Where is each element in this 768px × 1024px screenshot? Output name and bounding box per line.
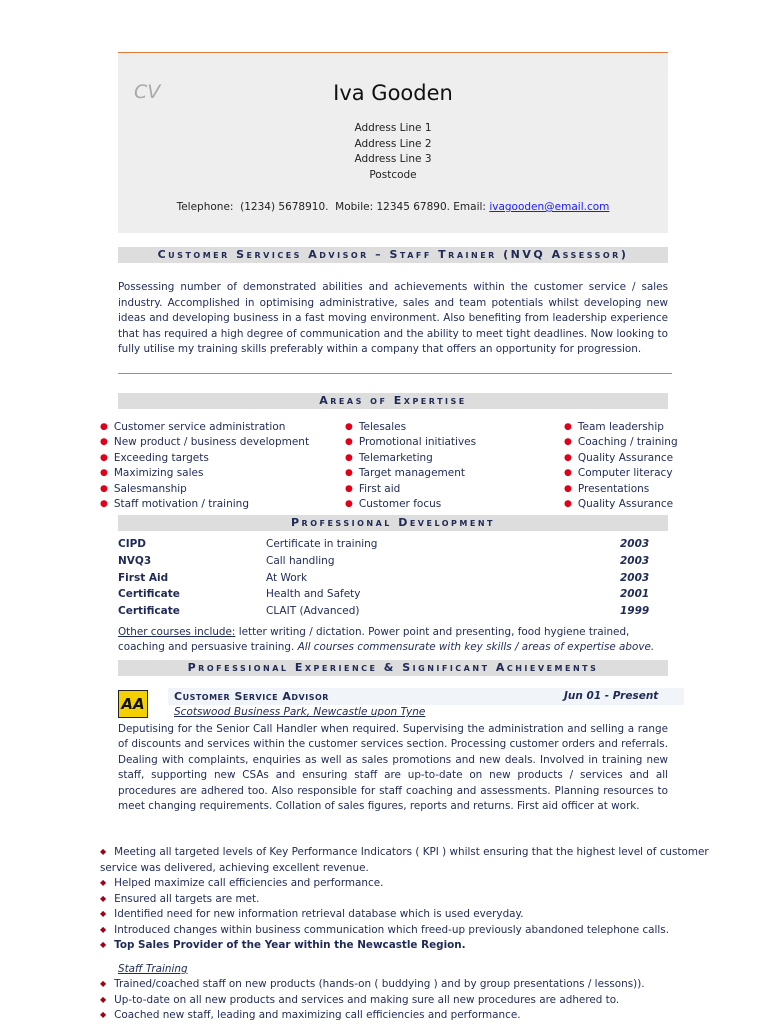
list-item: ◆ Trained/coached staff on new products (hands-on ( buddying ) and by group presentations / lessons)). (100, 978, 645, 990)
aa-logo: AA (118, 690, 148, 718)
job-location: Scotswood Business Park, Newcastle upon Tyne (174, 705, 426, 718)
profile-summary: Possessing number of demonstrated abilities and achievements within the customer service / sales industry. Accomplished in optimising administrative, sales and team potentials whilst developing new ideas and developing business in a fast moving environment. Also benefiting from leadership experience that has required a high degree of communication and the ability to meet tight deadlines. Now looking to fully utilise my training skills preferably within a company that offers an opportunity for progression. (118, 281, 668, 356)
arrow-bullet-icon: ◆ (100, 1010, 107, 1019)
email-link[interactable]: ivagooden@email.com (489, 201, 610, 213)
list-item: ● Salesmanship (100, 482, 187, 495)
list-item: ● Staff motivation / training (100, 498, 249, 511)
table-row: CIPD Certificate in training 2003 (118, 537, 650, 550)
other-courses: Other courses include: letter writing / dictation. Power point and presenting, food hygiene trained, coaching and persuasive training. All courses commensurate with key skills / areas of expertise above. (118, 625, 655, 654)
list-item: ● Promotional initiatives (345, 436, 477, 449)
list-item: ◆ Introduced changes within business communication which freed-up previously abandoned telephone calls. (100, 923, 670, 936)
list-item: ◆ Ensured all targets are met. (100, 892, 260, 905)
contact-line (118, 201, 668, 213)
table-row: NVQ3 Call handling 2003 (118, 554, 650, 567)
table-row: First Aid At Work 2003 (118, 571, 650, 584)
development-table (118, 536, 668, 620)
job-role: Customer Service Advisor (174, 689, 329, 703)
contact-text: Telephone: (1234) 5678910. Mobile: 12345 67890. Email: (176, 201, 490, 213)
training-subheading: Staff Training (118, 962, 188, 975)
achievements-list (100, 845, 709, 1024)
list-item: ● First aid (345, 482, 401, 495)
list-item: ● Team leadership (564, 420, 664, 433)
list-item-continuation: service was delivered, achieving excellent revenue. (100, 861, 369, 874)
list-item: ● Exceeding targets (100, 451, 209, 464)
list-item: ● Coaching / training (564, 436, 678, 449)
arrow-bullet-icon: ◆ (100, 909, 107, 918)
list-item: ◆ Identified need for new information retrieval database which is used everyday. (100, 908, 524, 920)
arrow-bullet-icon: ◆ (100, 940, 107, 949)
list-item: ◆ Meeting all targeted levels of Key Performance Indicators ( KPI ) whilst ensuring that the highest level of customer (100, 846, 709, 858)
address-line: Address Line 1 (354, 122, 432, 134)
header-block (118, 53, 668, 233)
list-item: ● Quality Assurance (564, 498, 674, 511)
list-item: ◆ Coached new staff, leading and maximizing call efficiencies and performance. (100, 1009, 521, 1021)
job-dates: Jun 01 - Present (564, 689, 659, 702)
table-row: Certificate CLAIT (Advanced) 1999 (118, 605, 650, 618)
cv-page (100, 52, 678, 815)
job-title-bar: Customer Services Advisor – Staff Trainer (NVQ Assessor) (118, 247, 668, 263)
list-item: ● Target management (345, 467, 466, 480)
list-item: ● Presentations (564, 482, 650, 495)
expertise-column-1 (100, 420, 309, 513)
arrow-bullet-icon: ◆ (100, 847, 107, 856)
table-row: Certificate Health and Safety 2001 (118, 588, 650, 601)
expertise-heading: Areas of Expertise (118, 393, 668, 409)
arrow-bullet-icon: ◆ (100, 893, 107, 903)
experience-heading: Professional Experience & Significant Achievements (118, 660, 668, 676)
candidate-name: Iva Gooden (333, 81, 453, 105)
arrow-bullet-icon: ◆ (100, 994, 107, 1004)
list-item: ◆ Top Sales Provider of the Year within the Newcastle Region. (100, 939, 466, 951)
list-item: ● Telemarketing (345, 451, 433, 464)
postcode: Postcode (369, 168, 417, 181)
arrow-bullet-icon: ◆ (100, 924, 107, 934)
expertise-column-3 (564, 420, 678, 513)
list-item: ● Maximizing sales (100, 467, 204, 480)
cv-label: CV (134, 81, 161, 103)
list-item: ◆ Up-to-date on all new products and services and making sure all new procedures are adhered to. (100, 993, 620, 1006)
address-line: Address Line 2 (354, 137, 432, 150)
list-item: ● Customer focus (345, 498, 442, 511)
list-item: ● Computer literacy (564, 467, 673, 480)
expertise-column-2 (345, 420, 476, 513)
list-item: ● Telesales (345, 420, 407, 433)
list-item: ● Customer service administration (100, 420, 286, 433)
list-item: ● New product / business development (100, 436, 310, 449)
address-block (118, 121, 668, 183)
other-courses-label: Other courses include: (118, 625, 236, 638)
arrow-bullet-icon: ◆ (100, 878, 107, 887)
address-line: Address Line 3 (354, 153, 432, 165)
development-heading: Professional Development (118, 515, 668, 531)
list-item: ◆ Helped maximize call efficiencies and performance. (100, 877, 384, 889)
arrow-bullet-icon: ◆ (100, 979, 107, 988)
list-item: ● Quality Assurance (564, 451, 674, 464)
job-description: Deputising for the Senior Call Handler when required. Supervising the administration and selling a range of discounts and services within the customer services section. Processing customer orders and referrals. Dealing with complaints, enquiries as well as sales promotions and new deals. Involved in training new staff, supporting new CSAs and ensuring staff are up-to-date on new products / services and all procedures are adhered too. Also responsible for staff coaching and assessments. Planning resources to meet changing requirements. Collation of sales figures, reports and returns. First aid officer at work. (118, 722, 668, 813)
expertise-list (100, 420, 678, 516)
job-header (118, 688, 668, 722)
